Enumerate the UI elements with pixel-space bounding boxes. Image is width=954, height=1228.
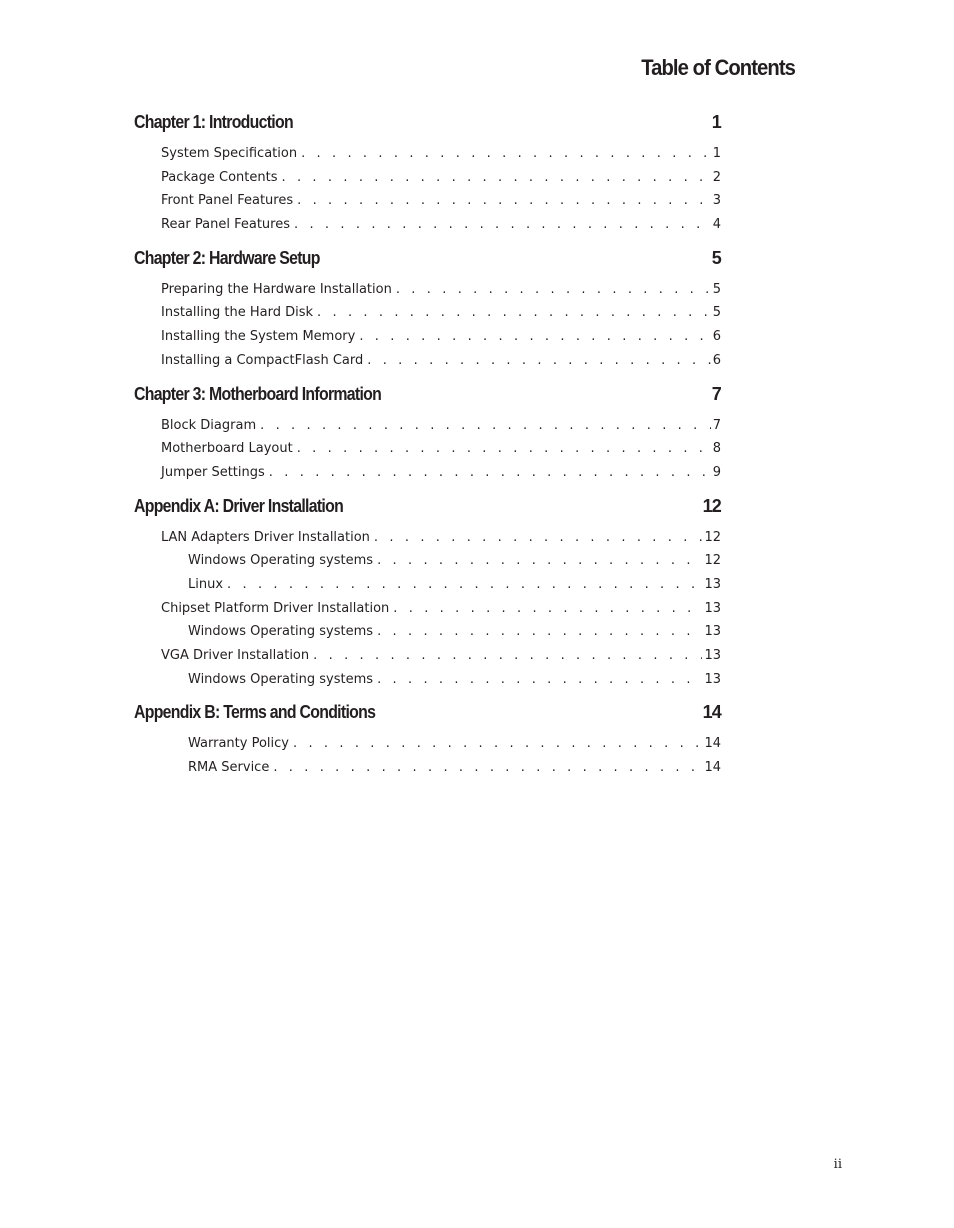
dot-leader <box>374 530 703 545</box>
dot-leader <box>297 193 711 208</box>
chapter-heading[interactable] <box>134 496 721 524</box>
toc-entry-page: 1 <box>712 146 721 161</box>
dot-leader <box>359 329 710 344</box>
chapter-title: Chapter 2: Hardware Setup <box>134 247 320 268</box>
dot-leader <box>396 282 711 297</box>
dot-leader <box>377 624 702 639</box>
toc-entry[interactable] <box>134 353 721 377</box>
dot-leader <box>294 217 711 232</box>
toc-entry[interactable] <box>134 465 721 489</box>
toc-entry-label: Windows Operating systems <box>188 553 374 569</box>
dot-leader <box>377 672 702 687</box>
toc-entry-page: 13 <box>704 600 721 616</box>
toc-entry-page: 7 <box>712 417 721 433</box>
toc-entry-page: 14 <box>704 736 721 752</box>
toc-entry[interactable] <box>134 170 721 194</box>
toc-entry[interactable] <box>134 577 721 601</box>
page-number: ii <box>833 1157 842 1172</box>
dot-leader <box>297 441 711 456</box>
chapter-page-number: 1 <box>711 112 721 132</box>
toc-entry[interactable] <box>134 530 721 554</box>
table-of-contents <box>134 112 721 791</box>
toc-entry-label: VGA Driver Installation <box>161 648 310 663</box>
toc-entry-page: 9 <box>712 464 721 480</box>
chapter-heading[interactable] <box>134 112 721 140</box>
toc-entry[interactable] <box>134 305 721 329</box>
toc-entry[interactable] <box>134 441 721 465</box>
chapter-heading[interactable] <box>134 384 721 412</box>
toc-entry-label: Block Diagram <box>161 417 257 433</box>
toc-entry[interactable] <box>134 418 721 442</box>
toc-entry[interactable] <box>134 146 721 170</box>
toc-entry[interactable] <box>134 329 721 353</box>
dot-leader <box>260 418 711 433</box>
dot-leader <box>293 736 702 751</box>
toc-entry[interactable] <box>134 601 721 625</box>
toc-entry[interactable] <box>134 282 721 306</box>
toc-entry-page: 12 <box>704 553 721 569</box>
chapter-page-number: 12 <box>702 495 721 516</box>
chapter-title: Chapter 3: Motherboard Information <box>134 383 382 404</box>
chapter-heading[interactable] <box>134 248 721 276</box>
toc-entry-label: RMA Service <box>188 760 270 776</box>
toc-entry-page: 5 <box>712 281 721 297</box>
toc-entry[interactable] <box>134 648 721 672</box>
dot-leader <box>273 760 702 775</box>
toc-entry-label: Windows Operating systems <box>188 671 374 687</box>
dot-leader <box>301 146 711 161</box>
toc-entry-page: 13 <box>704 648 721 663</box>
toc-entry-page: 13 <box>704 576 721 592</box>
toc-entry-label: Front Panel Features <box>161 193 294 209</box>
dot-leader <box>317 305 711 320</box>
toc-entry[interactable] <box>134 217 721 241</box>
toc-entry[interactable] <box>134 672 721 696</box>
toc-entry-page: 3 <box>712 193 721 209</box>
dot-leader <box>377 553 702 568</box>
toc-entry-label: Warranty Policy <box>188 736 289 752</box>
toc-entry-page: 5 <box>712 305 721 321</box>
chapter-title: Chapter 1: Introduction <box>134 112 293 132</box>
chapter-heading[interactable] <box>134 702 721 730</box>
toc-entry-page: 12 <box>704 529 721 545</box>
chapter-page-number: 14 <box>702 702 721 723</box>
toc-entry-label: Motherboard Layout <box>161 441 293 457</box>
toc-entry[interactable] <box>134 193 721 217</box>
toc-entry-label: Package Contents <box>161 169 278 185</box>
toc-entry[interactable] <box>134 624 721 648</box>
dot-leader <box>227 577 702 592</box>
chapter-1 <box>134 112 721 241</box>
toc-entry-label: LAN Adapters Driver Installation <box>161 529 370 545</box>
chapter-3 <box>134 384 721 489</box>
toc-entry-label: Linux <box>188 576 224 592</box>
dot-leader <box>367 353 710 368</box>
chapter-page-number: 5 <box>711 247 721 268</box>
toc-entry[interactable] <box>134 553 721 577</box>
toc-entry-page: 14 <box>704 760 721 776</box>
appendix-a <box>134 496 721 696</box>
chapter-title: Appendix A: Driver Installation <box>134 495 344 516</box>
dot-leader <box>313 648 702 663</box>
toc-entry-label: Windows Operating systems <box>188 624 374 640</box>
dot-leader <box>269 465 711 480</box>
chapter-2 <box>134 248 721 377</box>
toc-entry-label: Rear Panel Features <box>161 217 290 233</box>
toc-entry-label: Installing the System Memory <box>161 329 356 345</box>
dot-leader <box>393 601 702 616</box>
chapter-page-number: 7 <box>711 383 721 404</box>
toc-entry-page: 8 <box>712 441 721 457</box>
toc-entry-page: 13 <box>704 624 721 640</box>
dot-leader <box>282 170 711 185</box>
toc-entry-label: System Specification <box>161 146 298 161</box>
toc-entry[interactable] <box>134 760 721 784</box>
toc-entry-page: 13 <box>704 671 721 687</box>
toc-entry-page: 2 <box>712 169 721 185</box>
page-title: Table of Contents <box>641 55 795 80</box>
toc-entry-label: Chipset Platform Driver Installation <box>161 600 390 616</box>
toc-entry-label: Jumper Settings <box>161 464 265 480</box>
chapter-title: Appendix B: Terms and Conditions <box>134 702 376 723</box>
toc-entry-page: 4 <box>712 217 721 233</box>
toc-entry[interactable] <box>134 736 721 760</box>
toc-entry-page: 6 <box>712 329 721 345</box>
toc-entry-label: Installing the Hard Disk <box>161 305 314 321</box>
toc-entry-page: 6 <box>712 352 721 368</box>
appendix-b <box>134 702 721 783</box>
toc-entry-label: Installing a CompactFlash Card <box>161 352 364 368</box>
toc-entry-label: Preparing the Hardware Installation <box>161 281 392 297</box>
